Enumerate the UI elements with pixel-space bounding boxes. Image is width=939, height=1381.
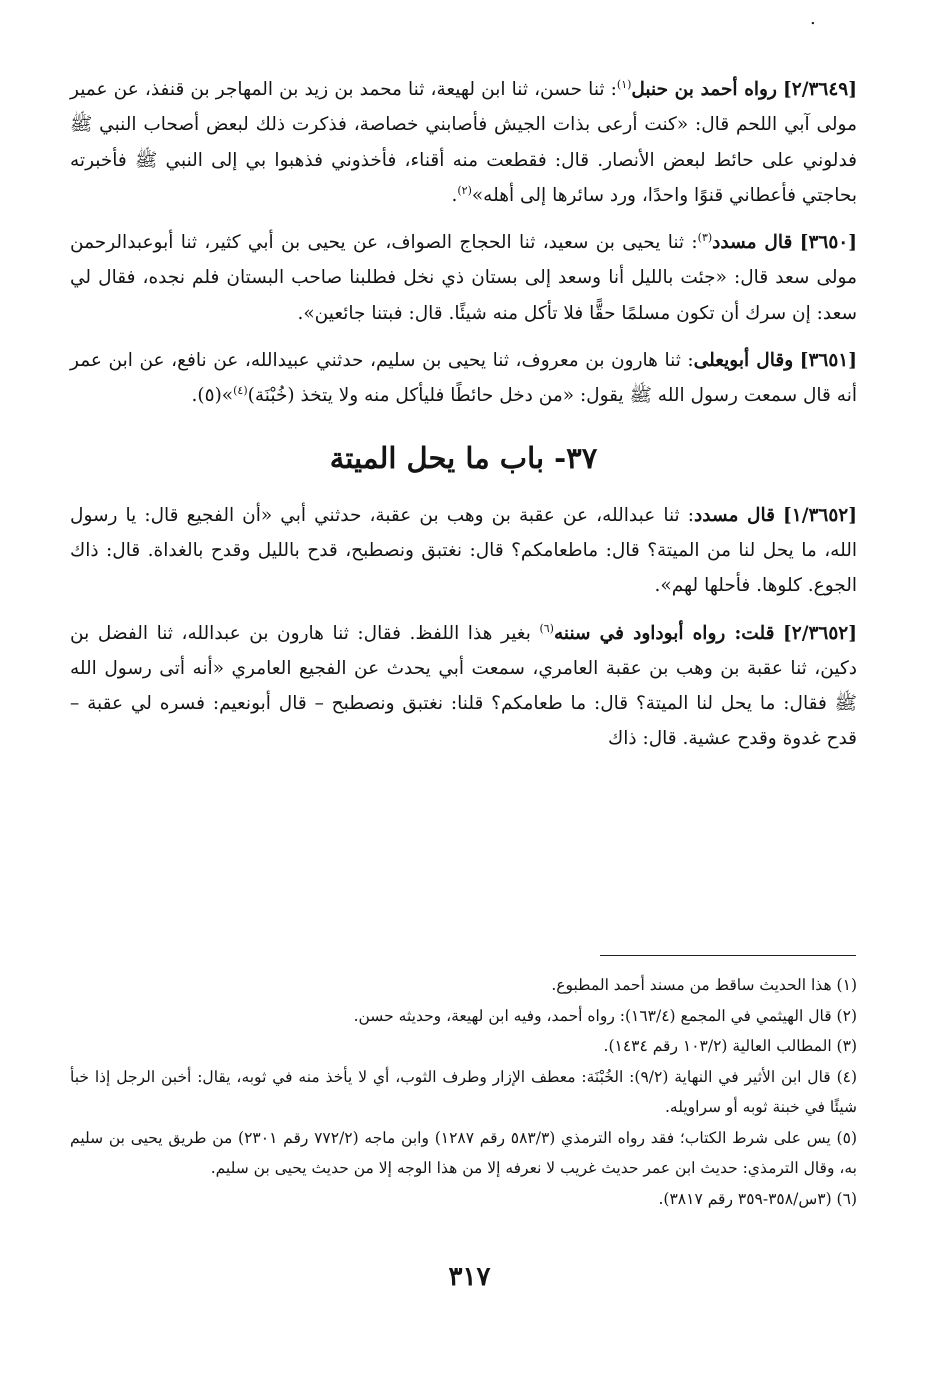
hadith-text: : ثنا هارون بن معروف، ثنا يحيى بن سليم، حدثني عبيدالله، عن نافع، عن ابن عمر أنه قال سمعت رسول الله ﷺ يقول: «من دخل حائطًا فليأكل منه ولا يتخذ (خُبْنَة) [70,350,857,407]
footnote-5: (٥) يس على شرط الكتاب؛ فقد رواه الترمذي (٥٨٣/٣ رقم ١٢٨٧) وابن ماجه (٧٧٢/٢ رقم ٢٣٠١) من طريق يحيى بن سليم به، وقال الترمذي: حديث ابن عمر حديث غريب لا نعرفه إلا من هذا الوجه إلا من حديث يحيى بن سليم. [70,1128,857,1177]
footnote-4: (٤) قال ابن الأثير في النهاية (٩/٢): الخُبْنَة: معطف الإزار وطرف الثوب، أي لا يأخذ منه في ثوبه، يقال: أخبن الرجل إذا خبأ شيئًا في خبنة ثوبه أو سراويله. [70,1067,858,1116]
footnote-ref[interactable]: (٣) [697,231,713,245]
hadith-lead: قلت: رواه أبوداود في سننه [553,622,775,644]
chapter-title: ٣٧- باب ما يحل الميتة [329,440,598,475]
hadith-ref: [٢/٣٦٤٩] [783,79,858,100]
hadith-lead: قال مسدد [712,232,793,254]
footnote-ref[interactable]: (٤) [233,384,248,398]
footnotes [70,970,857,1214]
header-mark: . [810,8,816,29]
hadith-lead: قال مسدد [694,504,775,526]
hadith-ref: [٣٦٥١] [799,350,858,372]
hadith-end: »(٥). [191,385,234,407]
hadith-end: . [451,184,458,206]
footnote-divider [600,955,856,956]
hadith-ref: [١/٣٦٥٢] [783,504,857,526]
hadith-ref: [٣٦٥٠] [799,232,857,254]
footnote-ref[interactable]: (٦) [539,621,554,635]
footnote-ref[interactable]: (٢) [457,183,472,197]
hadith-ref: [٢/٣٦٥٢] [783,622,858,644]
hadith-lead: وقال أبويعلى [693,350,794,372]
main-text [70,72,857,769]
footnote-2: (٢) قال الهيثمي في المجمع (١٦٣/٤): رواه أحمد، وفيه ابن لهيعة، وحديثه حسن. [353,1006,857,1025]
footnote-3: (٣) المطالب العالية (١٠٣/٢ رقم ١٤٣٤). [603,1037,857,1055]
footnote-1: (١) هذا الحديث ساقط من مسند أحمد المطبوع. [551,976,857,994]
hadith-3652-1 [70,498,857,604]
hadith-text: بغير هذا اللفظ. فقال: ثنا هارون بن عبدالله، ثنا الفضل بن دكين، ثنا عقبة بن وهب بن عقبة العامري، سمعت أبي يحدث عن الفجيع العامري «أنه أتى رسول الله ﷺ فقال: ما يحل لنا الميتة؟ قال: ما طعامكم؟ قلنا: نغتبق ونصطبح – قال أبونعيم: فسره لي عقبة – قدح غدوة وقدح عشية. قال: ذاك [70,622,857,750]
footnote-6: (٦) (٣س/٣٥٨-٣٥٩ رقم ٣٨١٧). [658,1189,857,1208]
page-number: ٣١٧ [448,1262,491,1292]
hadith-lead: رواه أحمد بن حنبل [631,79,777,100]
hadith-text: : ثنا حسن، ثنا ابن لهيعة، ثنا محمد بن زيد بن المهاجر بن قنفذ، عن عمير مولى آبي اللحم قال: «كنت أرعى بذات الجيش فأصابني خصاصة، فذكرت ذلك لبعض أصحاب النبي ﷺ فدلوني على حائط لبعض الأنصار. قال: فقطعت منه أقناء، فأخذوني فذهبوا بي إلى النبي ﷺ فأخبرته بحاجتي فأعطاني قنوًا واحدًا، ورد سائرها إلى أهله» [70,79,857,206]
hadith-3649 [70,72,857,213]
hadith-text: : ثنا يحيى بن سعيد، ثنا الحجاج الصواف، عن يحيى بن أبي كثير، ثنا أبوعبدالرحمن مولى سعد قال: «جئت بالليل أنا وسعد إلى بستان ذي نخل فطلبنا صاحب البستان فلم نجده، فقال لي سعد: إن سرك أن تكون مسلمًا حقًّا فلا تأكل منه شيئًا. قال: فبتنا جائعين». [70,232,857,324]
footnote-ref[interactable]: (١) [616,77,632,91]
hadith-text: : ثنا عبدالله، عن عقبة بن وهب بن عقبة، حدثني أبي «أن الفجيع قال: يا رسول الله، ما يحل لنا من الميتة؟ قال: ماطعامكم؟ قال: نغتبق ونصطبح، قدح بالليل وقدح بالغداة. قال: ذاك الجوع. كلوها. فأحلها لهم». [70,504,857,597]
hadith-3652-2 [70,616,857,757]
hadith-3650 [70,225,857,331]
hadith-3651 [70,343,857,414]
